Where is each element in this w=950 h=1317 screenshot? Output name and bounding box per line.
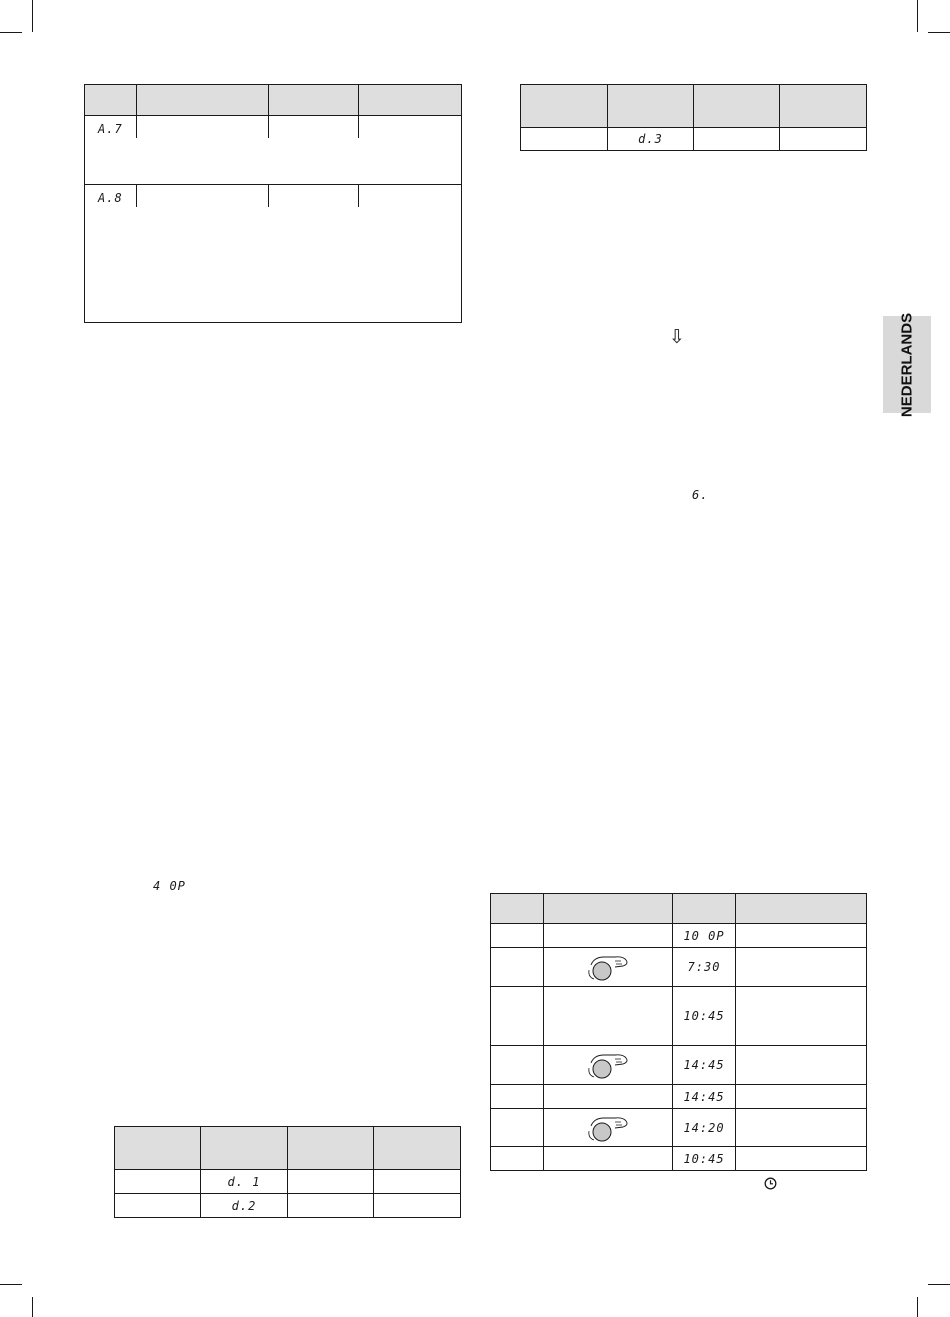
table-cell xyxy=(288,1194,374,1218)
code-cell xyxy=(85,184,137,207)
table-cell xyxy=(137,116,269,139)
header-cell xyxy=(85,85,137,116)
header-cell xyxy=(491,894,544,924)
table-row xyxy=(491,1085,867,1109)
table-cell xyxy=(491,987,544,1046)
table-cell xyxy=(736,924,867,948)
lcd-six-display: 6. xyxy=(692,488,709,502)
display-cell xyxy=(673,924,736,948)
header-cell xyxy=(521,85,608,128)
display-cell xyxy=(673,1085,736,1109)
table-cell xyxy=(491,1147,544,1171)
crop-mark xyxy=(0,1284,22,1285)
header-cell xyxy=(673,894,736,924)
table-cell xyxy=(85,207,462,323)
turn-knob-hand-icon xyxy=(585,1113,631,1143)
header-cell xyxy=(201,1127,288,1170)
code-cell xyxy=(201,1170,288,1194)
lcd-time: 7:30 xyxy=(687,960,721,974)
table-row-continuation xyxy=(85,207,462,323)
header-cell xyxy=(736,894,867,924)
lcd-code: d.2 xyxy=(231,1198,257,1213)
table-cell xyxy=(115,1194,201,1218)
table-row xyxy=(85,116,462,139)
header-cell xyxy=(374,1127,461,1170)
language-tab xyxy=(883,312,931,417)
header-cell xyxy=(288,1127,374,1170)
table-row xyxy=(491,948,867,987)
table-row xyxy=(491,1109,867,1147)
table-cell xyxy=(374,1170,461,1194)
knob-cell xyxy=(544,1109,673,1147)
header-cell xyxy=(115,1127,201,1170)
table-cell xyxy=(694,128,780,151)
knob-cell xyxy=(544,948,673,987)
table-row xyxy=(491,1147,867,1171)
display-cell xyxy=(673,1147,736,1171)
table-cell xyxy=(491,1046,544,1085)
table-cell xyxy=(491,924,544,948)
crop-mark xyxy=(917,1297,918,1317)
table-cell xyxy=(374,1194,461,1218)
knob-cell xyxy=(544,1046,673,1085)
settings-table-d xyxy=(114,1126,461,1218)
lcd-four-op-display: 4 0P xyxy=(153,879,186,893)
table-cell xyxy=(544,1085,673,1109)
display-cell xyxy=(673,1109,736,1147)
settings-table-d3 xyxy=(520,84,867,151)
table-cell xyxy=(521,128,608,151)
crop-mark xyxy=(917,0,918,32)
header-cell xyxy=(780,85,867,128)
table-cell xyxy=(736,1109,867,1147)
header-cell xyxy=(269,85,359,116)
table-cell xyxy=(544,924,673,948)
table-cell xyxy=(359,116,462,139)
lcd-time: 14:45 xyxy=(683,1058,725,1072)
header-cell xyxy=(694,85,780,128)
table-cell xyxy=(736,1046,867,1085)
header-cell xyxy=(544,894,673,924)
settings-table-a xyxy=(84,84,462,323)
timer-example-table xyxy=(490,893,867,1171)
table-cell xyxy=(359,184,462,207)
arrow-down-outline-icon: ⇩ xyxy=(669,326,685,348)
crop-mark xyxy=(0,32,22,33)
table-cell xyxy=(736,1085,867,1109)
code-cell xyxy=(201,1194,288,1218)
table-row xyxy=(491,924,867,948)
table-cell xyxy=(491,1109,544,1147)
table-cell xyxy=(736,1147,867,1171)
table-row xyxy=(115,1170,461,1194)
table-row xyxy=(85,184,462,207)
table-cell xyxy=(544,987,673,1046)
table-row xyxy=(521,128,867,151)
display-cell xyxy=(673,1046,736,1085)
lcd-time: 14:45 xyxy=(683,1089,725,1104)
table-cell xyxy=(491,948,544,987)
table-cell xyxy=(736,987,867,1046)
lcd-code: d.3 xyxy=(638,132,663,146)
header-cell xyxy=(137,85,269,116)
lcd-time: 10:45 xyxy=(683,1151,725,1166)
table-cell xyxy=(85,138,462,184)
table-cell xyxy=(288,1170,374,1194)
table-cell xyxy=(269,184,359,207)
lcd-time: 10:45 xyxy=(683,1009,725,1023)
table-cell xyxy=(115,1170,201,1194)
crop-mark xyxy=(32,1297,33,1317)
header-cell xyxy=(608,85,694,128)
table-row xyxy=(491,987,867,1046)
display-cell xyxy=(673,987,736,1046)
turn-knob-hand-icon xyxy=(585,1050,631,1080)
table-row-continuation xyxy=(85,138,462,184)
lcd-time: 10 0P xyxy=(683,928,725,943)
table-cell xyxy=(780,128,867,151)
table-row xyxy=(115,1194,461,1218)
lcd-code: d. 1 xyxy=(227,1174,261,1189)
crop-mark xyxy=(928,32,950,33)
lcd-code: A.8 xyxy=(98,190,123,205)
display-cell xyxy=(673,948,736,987)
crop-mark xyxy=(928,1284,950,1285)
table-cell xyxy=(137,184,269,207)
language-tab-label: NEDERLANDS xyxy=(898,312,916,417)
header-cell xyxy=(359,85,462,116)
table-row xyxy=(491,1046,867,1085)
turn-knob-hand-icon xyxy=(585,952,631,982)
table-cell xyxy=(544,1147,673,1171)
table-cell xyxy=(269,116,359,139)
table-cell xyxy=(736,948,867,987)
crop-mark xyxy=(32,0,33,32)
lcd-time: 14:20 xyxy=(683,1120,725,1135)
code-cell xyxy=(608,128,694,151)
lcd-code: A.7 xyxy=(98,122,123,136)
table-cell xyxy=(491,1085,544,1109)
clock-icon xyxy=(764,1177,777,1190)
code-cell xyxy=(85,116,137,139)
